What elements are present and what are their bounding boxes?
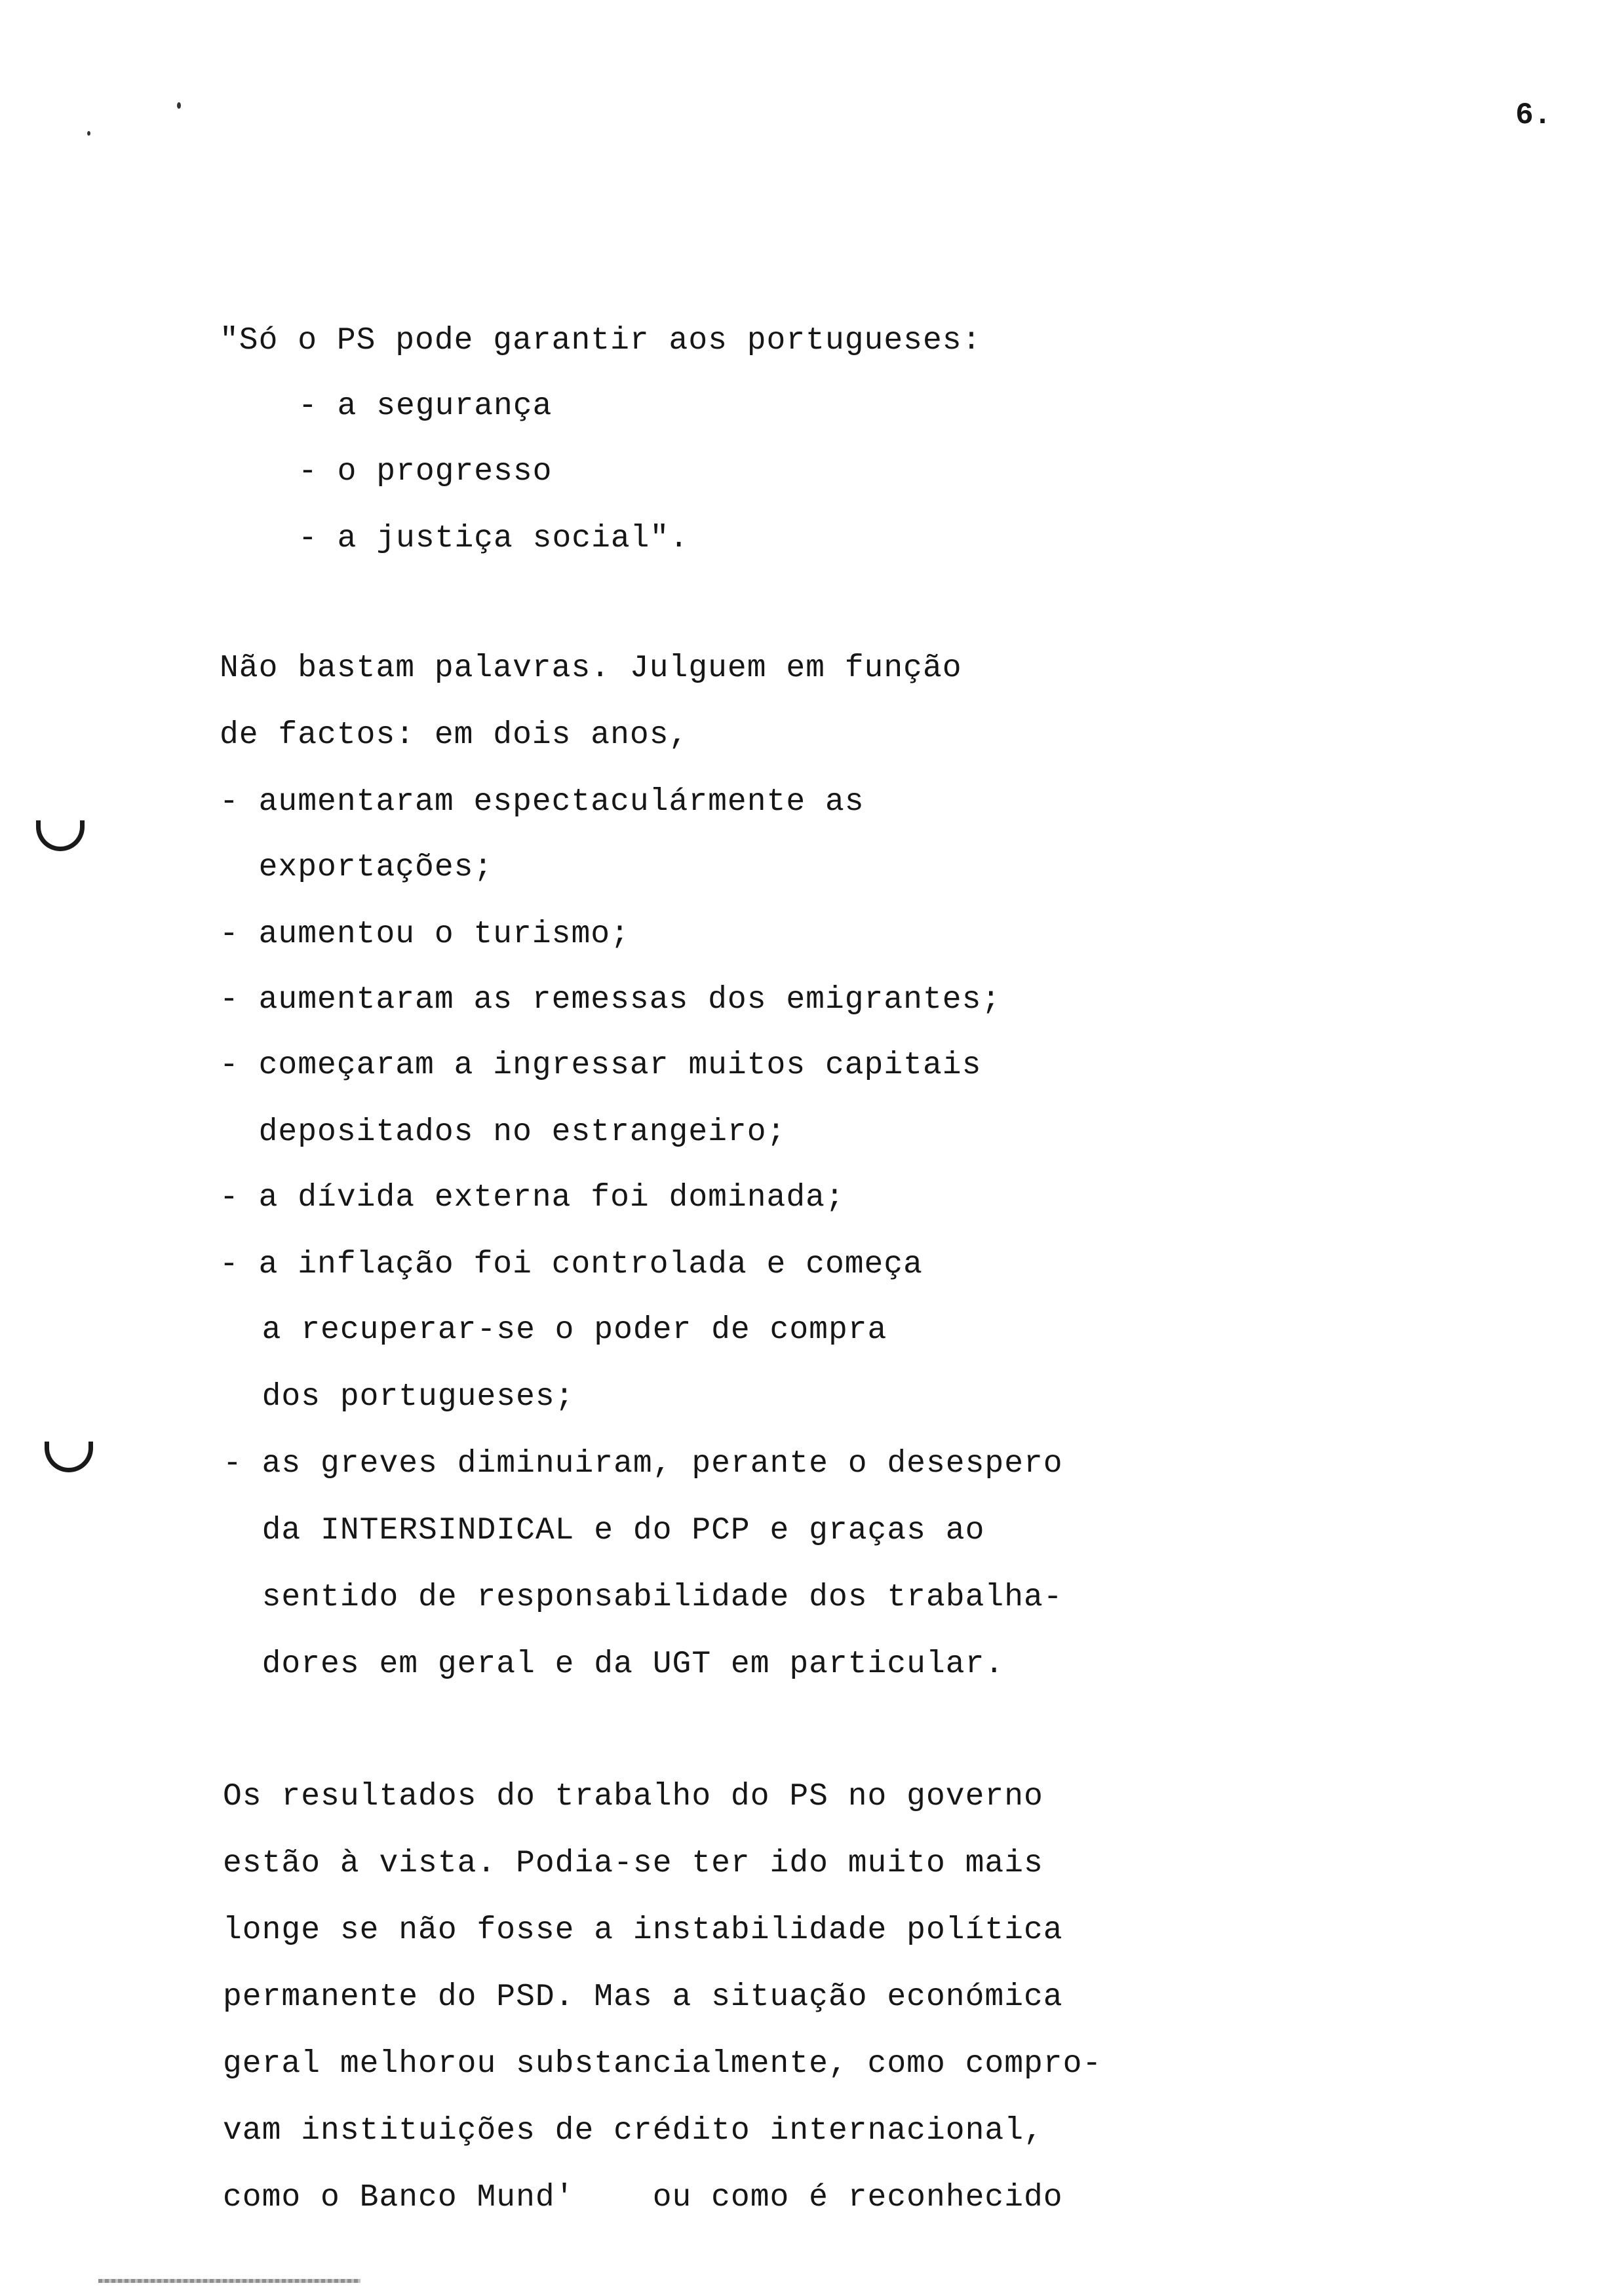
- paragraph-line: longe se não fosse a instabilidade política: [223, 1913, 1063, 1948]
- paragraph-line: geral melhorou substancialmente, como compro-: [223, 2046, 1102, 2082]
- list-item-line: - a inflação foi controlada e começa: [220, 1247, 923, 1282]
- list-item-line: - aumentou o turismo;: [220, 917, 630, 952]
- quote-item: - o progresso: [298, 454, 553, 489]
- list-item-line: - as greves diminuiram, perante o desespero: [223, 1446, 1063, 1482]
- paragraph-line: estão à vista. Podia-se ter ido muito mais: [223, 1846, 1043, 1881]
- quote-item: - a justiça social".: [298, 521, 690, 556]
- paragraph-line: como o Banco Mund' ou como é reconhecido: [223, 2180, 1063, 2215]
- paragraph-line: Não bastam palavras. Julguem em função: [220, 651, 962, 686]
- scan-speck: [177, 102, 181, 109]
- list-item-line: depositados no estrangeiro;: [220, 1115, 787, 1150]
- margin-arc-mark: [36, 820, 85, 851]
- quote-item: - a segurança: [298, 389, 553, 424]
- quote-intro: "Só o PS pode garantir aos portugueses:: [220, 323, 982, 358]
- paragraph-line: Os resultados do trabalho do PS no governo: [223, 1779, 1043, 1814]
- scan-strip: [98, 2279, 360, 2283]
- paragraph-line: permanente do PSD. Mas a situação económica: [223, 1980, 1063, 2015]
- paragraph-line: vam instituições de crédito internacional,: [223, 2113, 1043, 2149]
- list-item-line: dores em geral e da UGT em particular.: [223, 1647, 1005, 1682]
- list-item-line: exportações;: [220, 850, 494, 885]
- list-item-line: - aumentaram as remessas dos emigrantes;: [220, 982, 1002, 1018]
- list-item-line: a recuperar-se o poder de compra: [223, 1312, 887, 1348]
- page-number: 6.: [1515, 98, 1552, 132]
- list-item-line: sentido de responsabilidade dos trabalha-: [223, 1580, 1063, 1615]
- list-item-line: dos portugueses;: [223, 1379, 575, 1415]
- list-item-line: da INTERSINDICAL e do PCP e graças ao: [223, 1513, 985, 1548]
- list-item-line: - aumentaram espectaculármente as: [220, 784, 865, 820]
- margin-arc-mark: [45, 1442, 93, 1472]
- scan-speck: [87, 131, 90, 136]
- list-item-line: - a dívida externa foi dominada;: [220, 1180, 845, 1215]
- list-item-line: - começaram a ingressar muitos capitais: [220, 1048, 982, 1083]
- paragraph-line: de factos: em dois anos,: [220, 718, 689, 753]
